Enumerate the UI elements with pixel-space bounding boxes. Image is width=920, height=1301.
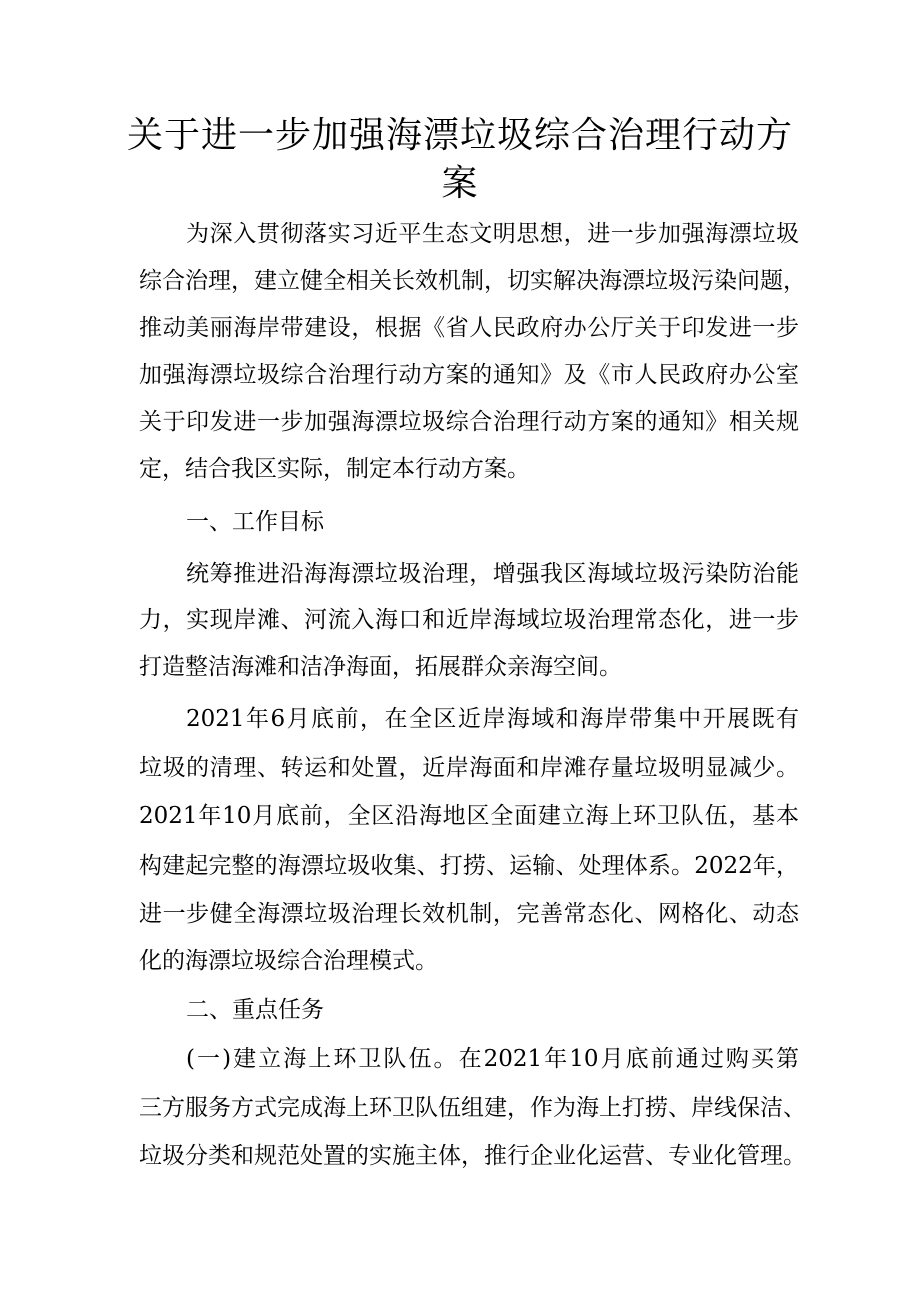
- document-title-line-1: 关于进一步加强海漂垃圾综合治理行动方: [126, 115, 793, 156]
- intro-line-2: 综合治理，建立健全相关长效机制，切实解决海漂垃圾污染问题，: [139, 268, 806, 294]
- timeline-line-3: 2021年10月底前，全区沿海地区全面建立海上环卫队伍，基本: [139, 803, 799, 829]
- task-1-line-2: 三方服务方式完成海上环卫队伍组建，作为海上打捞、岸线保洁、: [139, 1095, 806, 1121]
- intro-line-5: 关于印发进一步加强海漂垃圾综合治理行动方案的通知》相关规: [139, 409, 799, 435]
- intro-line-4: 加强海漂垃圾综合治理行动方案的通知》及《市人民政府办公室: [139, 362, 799, 388]
- timeline-line-1: 2021年6月底前，在全区近岸海域和海岸带集中开展既有: [186, 706, 799, 732]
- task-1-line-1: (一)建立海上环卫队伍。在2021年10月底前通过购买第: [186, 1046, 799, 1072]
- timeline-line-6: 化的海漂垃圾综合治理模式。: [139, 948, 438, 974]
- task-1-line-3: 垃圾分类和规范处置的实施主体，推行企业化运营、专业化管理。: [139, 1143, 806, 1169]
- goals-line-1: 统筹推进沿海海漂垃圾治理，增强我区海域垃圾污染防治能: [186, 561, 799, 587]
- section-heading-tasks: 二、重点任务: [186, 997, 324, 1023]
- section-heading-goals: 一、工作目标: [186, 509, 324, 535]
- timeline-line-2: 垃圾的清理、转运和处置，近岸海面和岸滩存量垃圾明显减少。: [139, 755, 799, 781]
- intro-line-6: 定，结合我区实际，制定本行动方案。: [139, 456, 530, 482]
- intro-line-1: 为深入贯彻落实习近平生态文明思想，进一步加强海漂垃圾: [186, 221, 799, 247]
- timeline-line-4: 构建起完整的海漂垃圾收集、打捞、运输、处理体系。2022年，: [139, 853, 799, 879]
- goals-line-2: 力，实现岸滩、河流入海口和近岸海域垃圾治理常态化，进一步: [139, 607, 799, 633]
- timeline-line-5: 进一步健全海漂垃圾治理长效机制，完善常态化、网格化、动态: [139, 901, 799, 927]
- goals-line-3: 打造整洁海滩和洁净海面，拓展群众亲海空间。: [139, 654, 622, 680]
- intro-line-3: 推动美丽海岸带建设，根据《省人民政府办公厅关于印发进一步: [139, 315, 799, 341]
- document-title-line-2: 案: [441, 163, 479, 204]
